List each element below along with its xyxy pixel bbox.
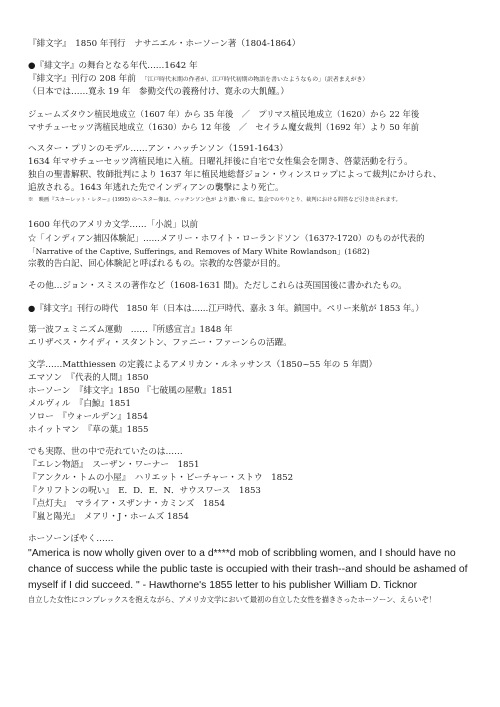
hawthorne-quote: "America is now wholly given over to a d****d mob of scribbling women, and I should have no chance of success while the public taste is occupied with their trash--and should be ashamed of myself if I did succeed. " - Hawthorne's 1855 letter to his publisher William D. Ticknor: [28, 548, 468, 591]
american-renaissance-heading: 文学……Matthiessen の定義によるアメリカン・ルネッサンス（1850~55 年の 5 年間）: [28, 360, 378, 370]
feminists-line: エリザベス・ケイディ・スタントン、ファニー・ファーンらの活躍。: [28, 338, 292, 348]
publication-era-heading: ●『緋文字』刊行の時代 1850 年（日本は……江戸時代、嘉永 3 年。鎖国中。ペリー来航が 1853 年。）: [28, 303, 424, 313]
title-line: 『緋文字』 1850 年刊行 ナサニエル・ホーソーン著（1804-1864）: [28, 39, 301, 49]
emerson-line: エマソン 『代表的人間』1850: [28, 373, 149, 383]
years-before-line: [28, 73, 478, 86]
hawthorne-line: ホーソーン 『緋文字』1850 『七破風の屋敷』1851: [28, 386, 233, 396]
captivity-narrative-line: ☆「インディアン捕囚体験記」……メアリー・ホワイト・ローランドソン（1637?-1720）のものが代表的: [28, 233, 425, 243]
whitman-line: ホイットマン 『草の葉』1855: [28, 425, 149, 435]
colony-timeline-line-1: ジェームズタウン植民地成立（1607 年）から 35 年後 ／ プリマス植民地成立（1620）から 22 年後: [28, 109, 420, 119]
document-page: [28, 38, 478, 605]
closing-comment: 自立した女性にコンプレックスを抱えながら、アメリカ文学において最初の自立した女性を描きさったホーソーン、えらいぞ！: [28, 595, 436, 604]
john-smith-line: その他…ジョン・スミスの著作など（1608-1631 間)。ただしこれらは英国国後に書かれたもの。: [28, 281, 407, 291]
thoreau-line: ソロー 『ウォールデン』1854: [28, 412, 149, 422]
translator-note: 「江戸時代末期の作者が、江戸時代初期の物語を書いたようなもの」（訳者まえがき）: [144, 77, 369, 83]
rowlandson-title-line: 「Narrative of the Captive, Sufferings, and Removes of Mary White Rowlandson」(1682): [28, 247, 370, 256]
years-before-text: 『緋文字』刊行の 208 年前: [28, 74, 136, 84]
japan-context-line: （日本では……寛永 19 年 参勤交代の義務付け、寛永の大飢饉。）: [28, 87, 289, 97]
hutchinson-line-2: 独自の聖書解釈、牧師批判により 1637 年に植民地総督ジョン・ウィンスロップによって裁判にかけられ、: [28, 170, 442, 180]
section-setting-heading: ●『緋文字』の舞台となる年代……1642 年: [28, 61, 198, 71]
early-literature-heading: 1600 年代のアメリカ文学……「小説」以前: [28, 220, 199, 230]
hutchinson-line-1: 1634 年マサチューセッツ湾植民地に入植。日曜礼拝後に自宅で女性集会を開き、啓蒙活動を行う。: [28, 157, 413, 167]
religious-confession-line: 宗教的告白記、回心体験記と呼ばれるもの。宗教的な啓蒙が目的。: [28, 259, 286, 269]
bestseller-holmes: 『嵐と陽光』 メアリ・J・ホームズ 1854: [28, 512, 189, 522]
colony-timeline-line-2: マサチューセッツ湾植民地成立（1630）から 12 年後 ／ セイラム魔女裁判（1692 年）より 50 年前: [28, 122, 420, 132]
melville-line: メルヴィル 『白鯨』1851: [28, 399, 131, 409]
hutchinson-line-3: 追放される。1643 年逃れた先でインディアンの襲撃により死亡。: [28, 183, 284, 193]
bestsellers-heading: でも実際、世の中で売れていたのは……: [28, 447, 183, 457]
bestseller-cummins: 『点灯夫』 マライア・スザンナ・カミンズ 1854: [28, 499, 225, 509]
film-footnote: ※ 映画『スカーレット・レター』(1995) のヘスター像は、ハッチンソン色が より濃い 像 に。集会でのやりとり、裁判における問答など引き出されます。: [28, 197, 401, 203]
feminism-line: 第一波フェミニズム運動 ……『所感宣言』1848 年: [28, 325, 233, 335]
hester-model-heading: ヘスター・プリンのモデル……アン・ハッチンソン（1591-1643）: [28, 144, 288, 154]
bestseller-southworth: 『クリフトンの呪い』 E．D．E．N．サウスワース 1853: [28, 486, 261, 496]
hawthorne-complains-heading: ホーソーンぼやく……: [28, 534, 114, 544]
bestseller-stowe: 『アンクル・トムの小屋』 ハリエット・ビーチャー・ストウ 1852: [28, 473, 294, 483]
bestseller-warner: 『エレン物語』 スーザン・ワーナー 1851: [28, 460, 200, 470]
